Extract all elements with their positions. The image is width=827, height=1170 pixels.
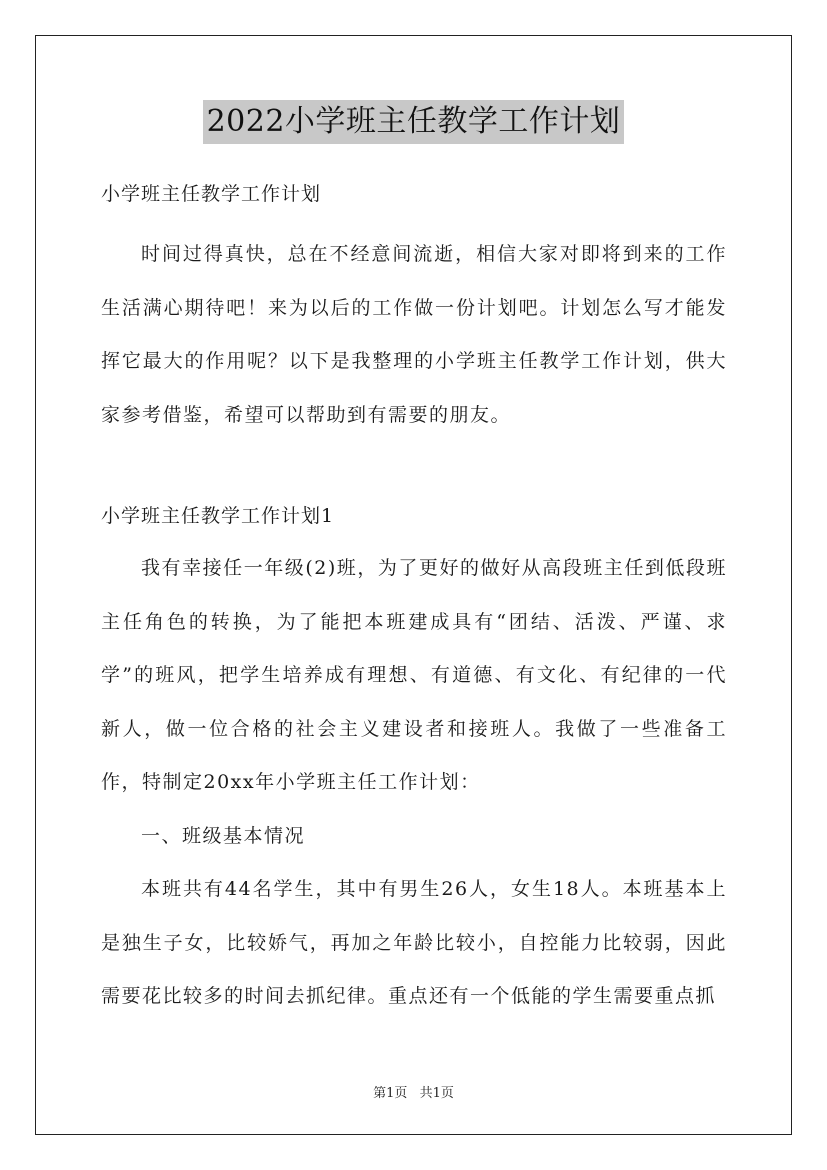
page-number-current: 第1页: [373, 1086, 408, 1101]
subsection-heading: 一、班级基本情况: [141, 824, 306, 847]
page-footer: [0, 1082, 827, 1101]
document-body: [101, 172, 727, 1024]
intro-heading: 小学班主任教学工作计划: [101, 183, 322, 205]
intro-paragraph: 时间过得真快，总在不经意间流逝，相信大家对即将到来的工作生活满心期待吧！来为以后的工作做一份计划吧。计划怎么写才能发挥它最大的作用呢？以下是我整理的小学班主任教学工作计划，供大家参考借鉴，希望可以帮助到有需要的朋友。: [101, 243, 727, 426]
section-paragraph: 我有幸接任一年级(2)班，为了更好的做好从高段班主任到低段班主任角色的转换，为了能把本班建成具有“团结、活泼、严谨、求学”的班风，把学生培养成有理想、有道德、有文化、有纪律的一代新人，做一位合格的社会主义建设者和接班人。我做了一些准备工作，特制定20xx年小学班主任工作计划：: [101, 557, 727, 793]
subsection-paragraph: 本班共有44名学生，其中有男生26人，女生18人。本班基本上是独生子女，比较娇气，再加之年龄比较小，自控能力比较弱，因此需要花比较多的时间去抓纪律。重点还有一个低能的学生需要重点抓: [101, 878, 727, 1007]
section-heading: 小学班主任教学工作计划1: [101, 505, 335, 527]
title-container: [0, 100, 827, 144]
page-number-total: 共1页: [419, 1086, 454, 1101]
document-title: 2022小学班主任教学工作计划: [203, 100, 625, 144]
